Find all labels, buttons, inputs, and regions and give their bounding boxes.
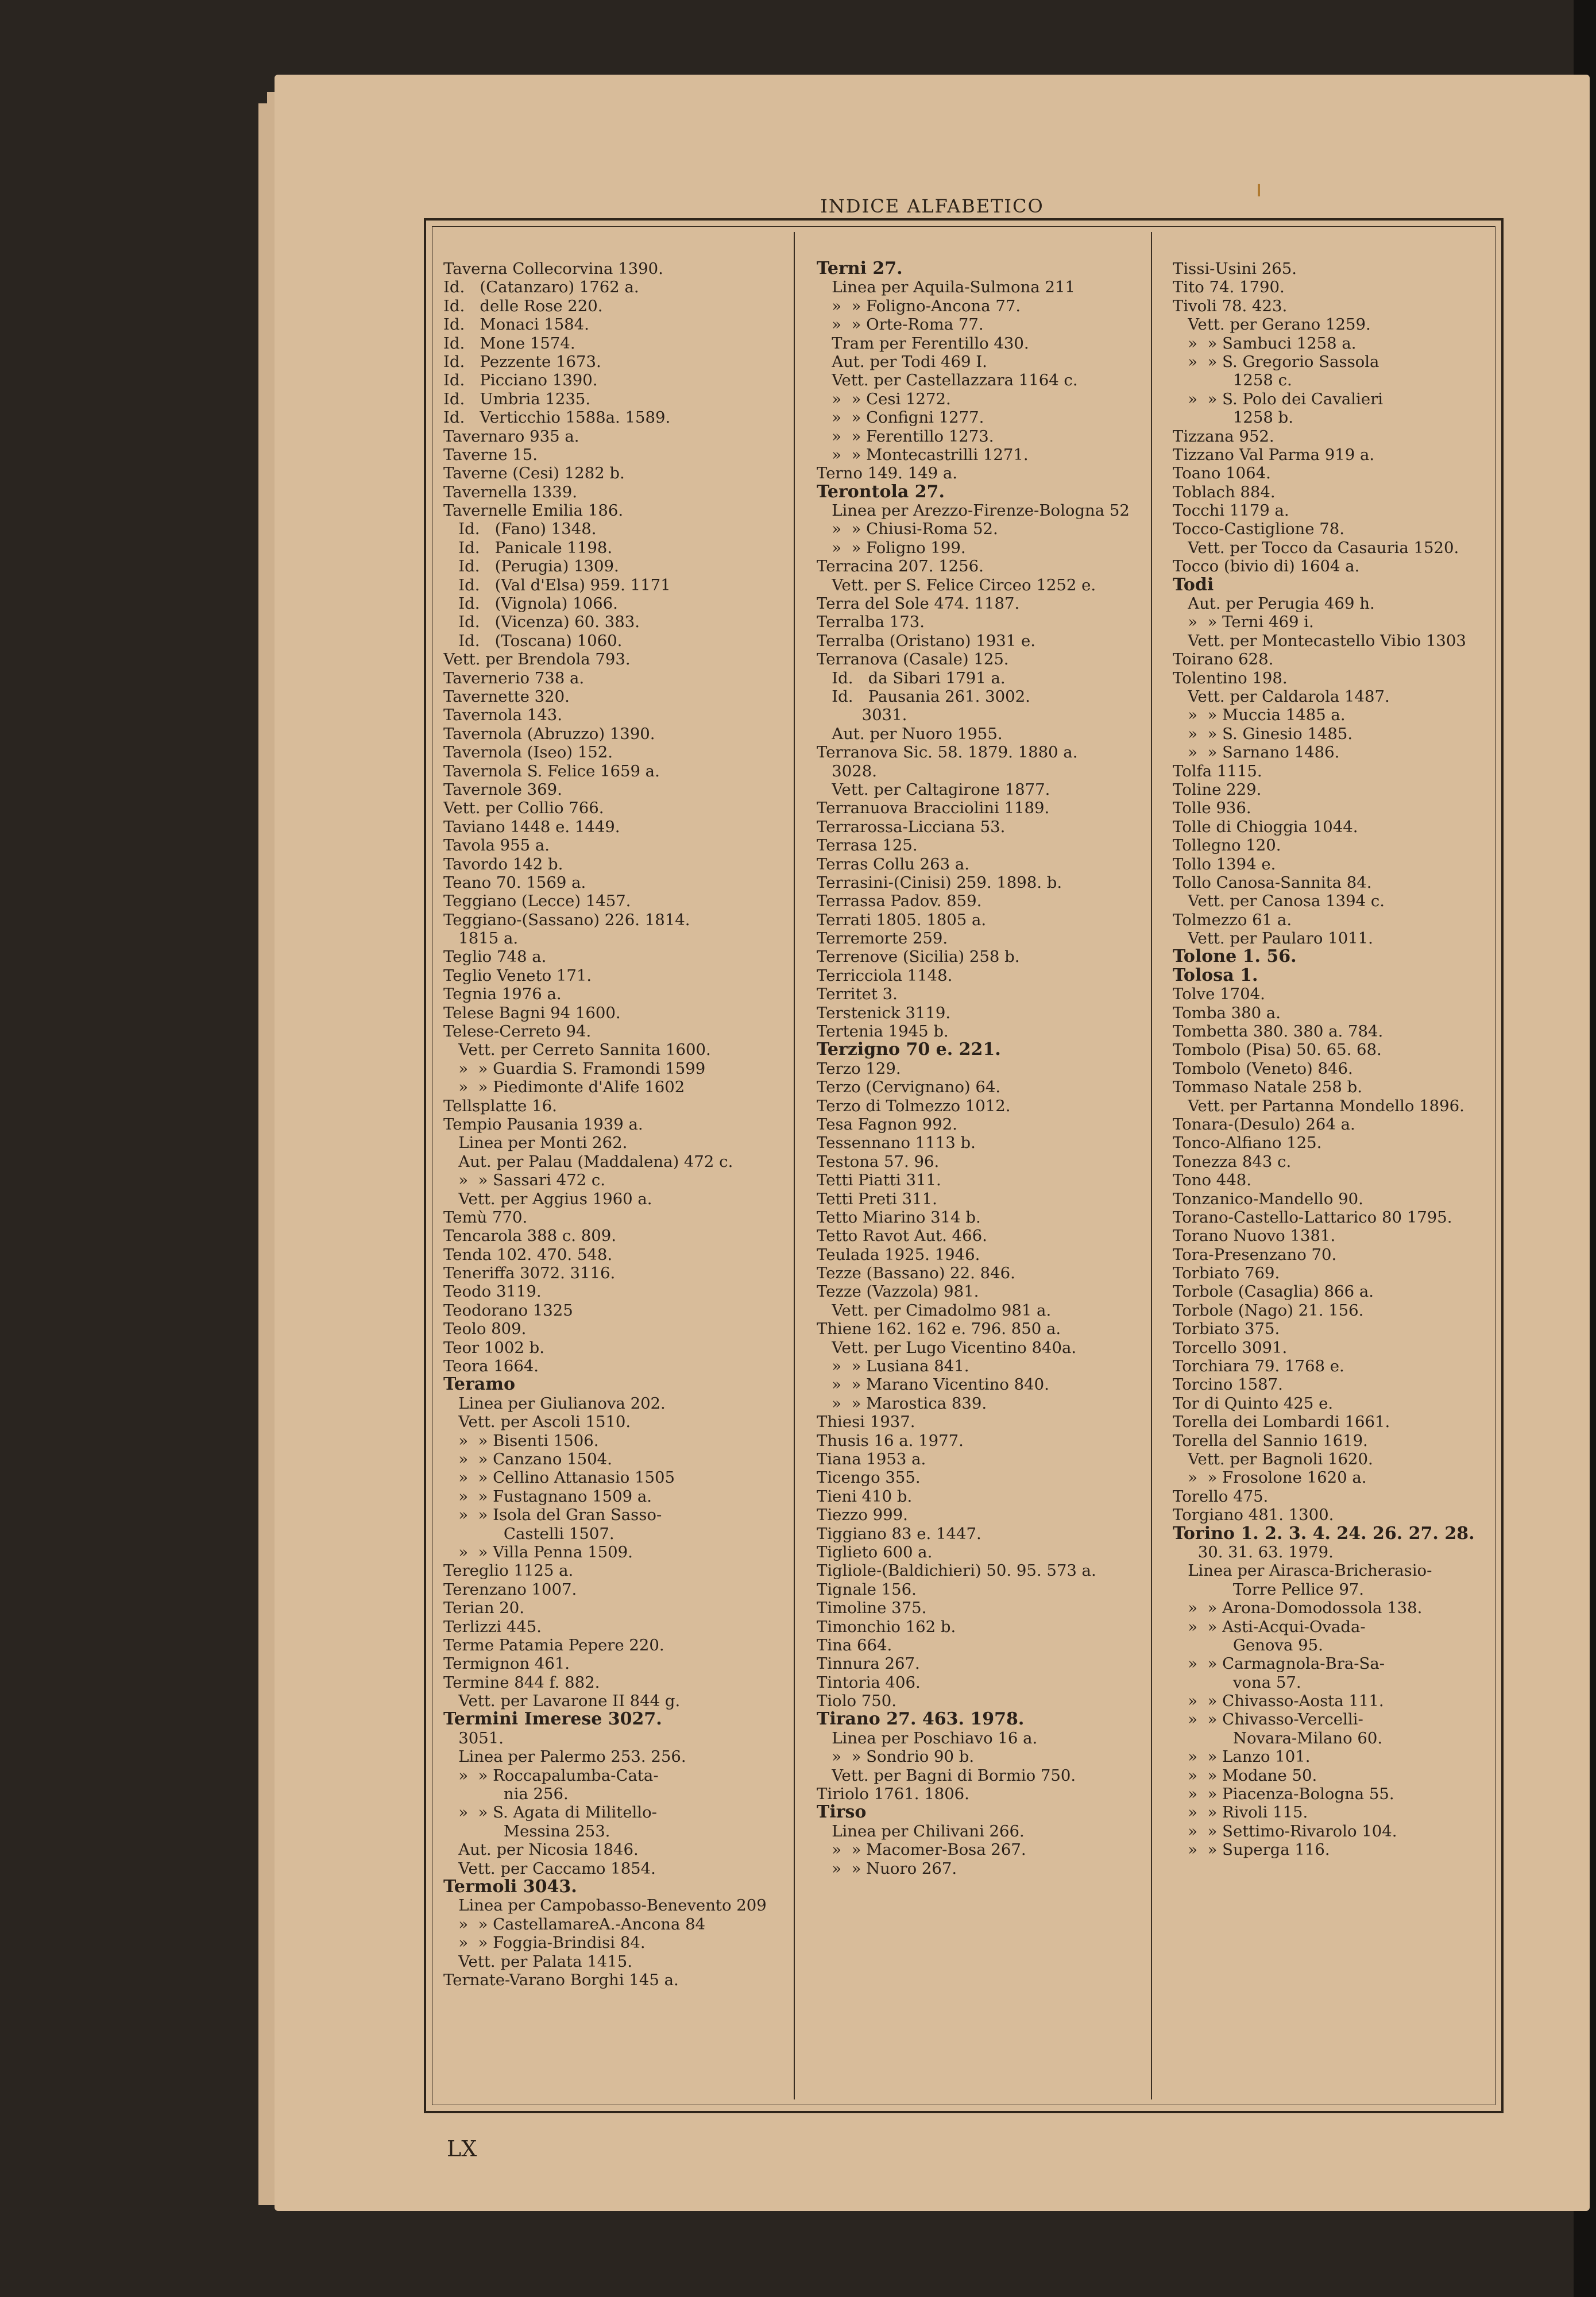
index-entry: Tavernole 369.	[443, 780, 562, 799]
index-entry: Tolosa 1.	[1173, 966, 1258, 985]
index-entry: Id. (Vignola) 1066.	[443, 594, 618, 613]
ink-mark	[1258, 184, 1260, 196]
index-entry: Ticengo 355.	[817, 1468, 921, 1487]
index-entry: Linea per Chilivani 266.	[817, 1822, 1025, 1840]
index-entry: Terralba 173.	[817, 613, 925, 632]
index-entry: Terremorte 259.	[817, 929, 948, 948]
index-entry: Tencarola 388 c. 809.	[443, 1227, 616, 1246]
index-entry: Terranova Sic. 58. 1879. 1880 a.	[817, 743, 1078, 762]
index-entry: Id. Monaci 1584.	[443, 315, 589, 334]
index-entry: Tono 448.	[1173, 1171, 1252, 1190]
index-entry: Temù 770.	[443, 1208, 528, 1227]
index-entry: Id. Verticchio 1588a. 1589.	[443, 408, 671, 427]
index-entry: Terian 20.	[443, 1599, 525, 1618]
index-entry: Tivoli 78. 423.	[1173, 296, 1288, 315]
book-page	[275, 75, 1590, 2211]
index-entry: Torbiato 769.	[1173, 1264, 1280, 1283]
index-entry: Tavernerio 738 a.	[443, 668, 585, 687]
index-entry: Tezze (Vazzola) 981.	[817, 1282, 979, 1301]
index-entry: Linea per Palermo 253. 256.	[443, 1747, 686, 1766]
index-entry: Telese Bagni 94 1600.	[443, 1003, 621, 1022]
index-entry: Tizzano Val Parma 919 a.	[1173, 445, 1375, 464]
index-entry: » » Sambuci 1258 a.	[1173, 334, 1357, 353]
index-entry: Tram per Ferentillo 430.	[817, 334, 1029, 353]
index-entry: Toirano 628.	[1173, 650, 1274, 669]
index-entry: Tora-Presenzano 70.	[1173, 1245, 1337, 1264]
index-entry: Linea per Monti 262.	[443, 1134, 628, 1153]
index-entry: » » CastellamareA.-Ancona 84	[443, 1915, 706, 1933]
index-entry: » » Guardia S. Framondi 1599	[443, 1059, 706, 1078]
index-entry: » » Cesi 1272.	[817, 389, 951, 408]
index-entry: Tetti Preti 311.	[817, 1189, 937, 1208]
index-entry: Tempio Pausania 1939 a.	[443, 1115, 643, 1134]
index-entry: Terrasini-(Cinisi) 259. 1898. b.	[817, 873, 1062, 892]
index-entry: 1815 a.	[443, 929, 519, 948]
index-entry: Termine 844 f. 882.	[443, 1673, 600, 1692]
index-entry: Tetto Ravot Aut. 466.	[817, 1227, 987, 1246]
index-entry: Vett. per Caldarola 1487.	[1173, 687, 1390, 706]
index-entry: » » Muccia 1485 a.	[1173, 706, 1346, 725]
index-entry: Tirano 27. 463. 1978.	[817, 1710, 1025, 1729]
index-entry: Linea per Poschiavo 16 a.	[817, 1728, 1038, 1747]
index-entry: » » Orte-Roma 77.	[817, 315, 984, 334]
index-entry: Tavernella 1339.	[443, 482, 577, 501]
index-entry: Terranova (Casale) 125.	[817, 650, 1009, 669]
index-entry: Tavernaro 935 a.	[443, 427, 579, 446]
index-entry: 3028.	[817, 761, 877, 780]
index-entry: Torbiato 375.	[1173, 1320, 1280, 1339]
index-entry: Teodo 3119.	[443, 1282, 542, 1301]
index-entry: » » Asti-Acqui-Ovada-	[1173, 1617, 1366, 1636]
index-entry: Tolle di Chioggia 1044.	[1173, 817, 1358, 836]
index-entry: Todi	[1173, 575, 1214, 595]
index-column-2	[817, 260, 1161, 1878]
index-entry: » » Ferentillo 1273.	[817, 427, 994, 446]
index-entry: Toline 229.	[1173, 780, 1262, 799]
index-entry: Castelli 1507.	[443, 1524, 615, 1543]
index-entry: Vett. per Montecastello Vibio 1303	[1173, 631, 1466, 650]
index-entry: Tavernola 143.	[443, 706, 562, 725]
index-entry: » » S. Agata di Militello-	[443, 1803, 657, 1822]
index-entry: Vett. per Gerano 1259.	[1173, 315, 1371, 334]
index-entry: » » Configni 1277.	[817, 408, 984, 427]
index-entry: Taviano 1448 e. 1449.	[443, 817, 620, 836]
index-entry: nia 256.	[443, 1785, 569, 1804]
index-entry: » » Rivoli 115.	[1173, 1803, 1308, 1822]
index-entry: Teodorano 1325	[443, 1301, 573, 1320]
index-entry: Teneriffa 3072. 3116.	[443, 1264, 616, 1283]
index-entry: Tirso	[817, 1803, 867, 1822]
index-entry: Tollegno 120.	[1173, 836, 1281, 855]
index-entry: » » Modane 50.	[1173, 1766, 1317, 1785]
index-entry: Territet 3.	[817, 985, 898, 1004]
index-entry: » » Canzano 1504.	[443, 1450, 612, 1468]
index-entry: Toblach 884.	[1173, 482, 1276, 501]
index-entry: Tonzanico-Mandello 90.	[1173, 1189, 1363, 1208]
index-entry: » » Lusiana 841.	[817, 1357, 969, 1376]
index-entry: Torcino 1587.	[1173, 1375, 1283, 1394]
index-entry: Teggiano-(Sassano) 226. 1814.	[443, 910, 690, 929]
index-entry: Tomba 380 a.	[1173, 1003, 1281, 1022]
index-entry: Genova 95.	[1173, 1635, 1323, 1654]
index-entry: Tizzana 952.	[1173, 427, 1274, 446]
page-number: LX	[447, 2136, 477, 2161]
index-entry: Tavola 955 a.	[443, 836, 550, 855]
index-entry: Torbole (Casaglia) 866 a.	[1173, 1282, 1374, 1301]
index-entry: Vett. per Caltagirone 1877.	[817, 780, 1050, 799]
index-entry: Tolmezzo 61 a.	[1173, 910, 1292, 929]
index-entry: Tolle 936.	[1173, 799, 1251, 818]
index-entry: Aut. per Perugia 469 h.	[1173, 594, 1375, 613]
index-entry: Messina 253.	[443, 1822, 610, 1840]
index-entry: Vett. per Brendola 793.	[443, 650, 631, 669]
index-entry: Tesa Fagnon 992.	[817, 1115, 957, 1134]
index-entry: Teano 70. 1569 a.	[443, 873, 586, 892]
index-entry: Id. Picciano 1390.	[443, 371, 598, 390]
index-entry: Tonezza 843 c.	[1173, 1152, 1292, 1171]
index-entry: Tigliole-(Baldichieri) 50. 95. 573 a.	[817, 1561, 1096, 1580]
index-entry: Torella dei Lombardi 1661.	[1173, 1413, 1390, 1432]
index-entry: Terno 149. 149 a.	[817, 464, 957, 483]
index-entry: Tezze (Bassano) 22. 846.	[817, 1264, 1015, 1283]
index-entry: » » Bisenti 1506.	[443, 1431, 599, 1450]
index-entry: » » Chivasso-Aosta 111.	[1173, 1692, 1384, 1711]
index-entry: Torella del Sannio 1619.	[1173, 1431, 1368, 1450]
index-entry: Terracina 207. 1256.	[817, 557, 984, 576]
index-entry: Terstenick 3119.	[817, 1003, 951, 1022]
index-entry: Tolfa 1115.	[1173, 761, 1262, 780]
index-entry: Tintoria 406.	[817, 1673, 921, 1692]
index-entry: Id. (Vicenza) 60. 383.	[443, 613, 640, 632]
index-entry: Ternate-Varano Borghi 145 a.	[443, 1970, 679, 1989]
index-entry: 3051.	[443, 1728, 504, 1747]
index-entry: Id. Pezzente 1673.	[443, 352, 601, 371]
index-entry: Terzo 129.	[817, 1059, 901, 1078]
index-entry: Tavordo 142 b.	[443, 854, 563, 873]
index-entry: Terlizzi 445.	[443, 1617, 542, 1636]
index-entry: Torre Pellice 97.	[1173, 1580, 1365, 1599]
index-entry: » » Montecastrilli 1271.	[817, 445, 1029, 464]
index-entry: Tiriolo 1761. 1806.	[817, 1785, 969, 1804]
index-entry: Teolo 809.	[443, 1320, 527, 1339]
index-entry: Terzo di Tolmezzo 1012.	[817, 1096, 1011, 1115]
index-entry: Vett. per Canosa 1394 c.	[1173, 892, 1385, 911]
index-entry: Tina 664.	[817, 1635, 892, 1654]
index-entry: Thiene 162. 162 e. 796. 850 a.	[817, 1320, 1061, 1339]
index-entry: Tonco-Alfiano 125.	[1173, 1134, 1322, 1153]
index-entry: Tavernette 320.	[443, 687, 570, 706]
index-entry: Linea per Campobasso-Benevento 209	[443, 1896, 767, 1915]
index-entry: Tavernola S. Felice 1659 a.	[443, 761, 660, 780]
index-entry: Tiolo 750.	[817, 1692, 897, 1711]
index-entry: Tolone 1. 56.	[1173, 948, 1297, 966]
index-entry: Termignon 461.	[443, 1654, 570, 1673]
index-entry: vona 57.	[1173, 1673, 1301, 1692]
index-entry: Terrassa Padov. 859.	[817, 892, 982, 911]
index-entry: Termoli 3043.	[443, 1877, 577, 1897]
index-entry: Tommaso Natale 258 b.	[1173, 1078, 1363, 1097]
index-entry: » » Isola del Gran Sasso-	[443, 1506, 662, 1525]
index-entry: » » Macomer-Bosa 267.	[817, 1840, 1026, 1859]
index-entry: 1258 b.	[1173, 408, 1293, 427]
index-entry: » » S. Ginesio 1485.	[1173, 724, 1353, 743]
index-entry: Tinnura 267.	[817, 1654, 920, 1673]
index-entry: » » Chivasso-Vercelli-	[1173, 1710, 1363, 1729]
index-entry: Vett. per Lavarone II 844 g.	[443, 1692, 681, 1711]
index-entry: Tombolo (Veneto) 846.	[1173, 1059, 1353, 1078]
index-entry: Linea per Aquila-Sulmona 211	[817, 278, 1075, 297]
index-entry: Aut. per Todi 469 I.	[817, 352, 987, 371]
index-entry: Vett. per Caccamo 1854.	[443, 1859, 656, 1878]
index-entry: » » Frosolone 1620 a.	[1173, 1468, 1367, 1487]
index-entry: Terenzano 1007.	[443, 1580, 577, 1599]
index-entry: Tieni 410 b.	[817, 1487, 913, 1506]
index-entry: » » Marostica 839.	[817, 1394, 987, 1413]
index-entry: Tolentino 198.	[1173, 668, 1288, 687]
index-entry: Id. (Perugia) 1309.	[443, 557, 619, 576]
index-entry: » » Terni 469 i.	[1173, 613, 1314, 632]
index-entry: Torino 1. 2. 3. 4. 24. 26. 27. 28.	[1173, 1524, 1475, 1543]
index-entry: Terras Collu 263 a.	[817, 854, 970, 873]
index-entry: Torchiara 79. 1768 e.	[1173, 1357, 1344, 1376]
index-entry: Tolve 1704.	[1173, 985, 1265, 1004]
index-entry: » » Chiusi-Roma 52.	[817, 520, 998, 539]
index-entry: » » Piedimonte d'Alife 1602	[443, 1078, 685, 1097]
index-entry: Teulada 1925. 1946.	[817, 1245, 980, 1264]
index-entry: 30. 31. 63. 1979.	[1173, 1542, 1334, 1561]
index-entry: Terricciola 1148.	[817, 966, 953, 985]
index-entry: Tor di Quinto 425 e.	[1173, 1394, 1334, 1413]
index-entry: Teora 1664.	[443, 1357, 539, 1376]
index-entry: Tombolo (Pisa) 50. 65. 68.	[1173, 1041, 1382, 1059]
index-entry: Linea per Giulianova 202.	[443, 1394, 666, 1413]
index-entry: Tessennano 1113 b.	[817, 1134, 976, 1153]
index-entry: Torcello 3091.	[1173, 1338, 1288, 1357]
index-entry: Vett. per Partanna Mondello 1896.	[1173, 1096, 1464, 1115]
index-entry: » » Fustagnano 1509 a.	[443, 1487, 652, 1506]
index-entry: Novara-Milano 60.	[1173, 1728, 1383, 1747]
index-entry: Vett. per Lugo Vicentino 840a.	[817, 1338, 1077, 1357]
index-entry: » » Piacenza-Bologna 55.	[1173, 1785, 1394, 1804]
index-entry: Tonara-(Desulo) 264 a.	[1173, 1115, 1355, 1134]
index-entry: 3031.	[817, 706, 907, 725]
index-entry: Vett. per Collio 766.	[443, 799, 604, 818]
index-entry: Tocco (bivio di) 1604 a.	[1173, 557, 1360, 576]
index-entry: Vett. per Ascoli 1510.	[443, 1413, 631, 1432]
index-entry: Tavernelle Emilia 186.	[443, 501, 624, 520]
index-entry: Teglio Veneto 171.	[443, 966, 592, 985]
index-entry: Vett. per S. Felice Circeo 1252 e.	[817, 575, 1096, 594]
index-entry: Terra del Sole 474. 1187.	[817, 594, 1020, 613]
index-column-1	[443, 260, 788, 1989]
index-entry: Vett. per Bagni di Bormio 750.	[817, 1766, 1076, 1785]
index-entry: Tellsplatte 16.	[443, 1096, 557, 1115]
index-entry: Vett. per Aggius 1960 a.	[443, 1189, 652, 1208]
page-header: INDICE ALFABETICO	[820, 195, 1044, 217]
index-entry: Terni 27.	[817, 260, 903, 279]
index-entry: Timonchio 162 b.	[817, 1617, 956, 1636]
index-entry: » » Foligno 199.	[817, 538, 966, 557]
index-entry: Terrati 1805. 1805 a.	[817, 910, 987, 929]
index-entry: Terzigno 70 e. 221.	[817, 1041, 1001, 1059]
index-entry: Vett. per Castellazzara 1164 c.	[817, 371, 1078, 390]
index-entry: Tissi-Usini 265.	[1173, 260, 1297, 278]
index-entry: Toano 1064.	[1173, 464, 1271, 483]
index-entry: Terzo (Cervignano) 64.	[817, 1078, 1001, 1097]
index-entry: Torano-Castello-Lattarico 80 1795.	[1173, 1208, 1452, 1227]
index-entry: Tignale 156.	[817, 1580, 917, 1599]
index-entry: Id. (Fano) 1348.	[443, 520, 597, 539]
index-entry: Vett. per Cerreto Sannita 1600.	[443, 1041, 711, 1059]
index-entry: Terralba (Oristano) 1931 e.	[817, 631, 1035, 650]
index-entry: Id. Pausania 261. 3002.	[817, 687, 1030, 706]
index-entry: Thusis 16 a. 1977.	[817, 1431, 964, 1450]
index-entry: » » Sarnano 1486.	[1173, 743, 1340, 762]
index-entry: Tertenia 1945 b.	[817, 1022, 949, 1041]
index-entry: Terrarossa-Licciana 53.	[817, 817, 1006, 836]
index-entry: Id. delle Rose 220.	[443, 296, 603, 315]
index-entry: Tetto Miarino 314 b.	[817, 1208, 981, 1227]
index-entry: Id. Umbria 1235.	[443, 389, 591, 408]
index-entry: Timoline 375.	[817, 1599, 927, 1618]
index-entry: Tollo 1394 e.	[1173, 854, 1276, 873]
index-entry: Tenda 102. 470. 548.	[443, 1245, 613, 1264]
index-entry: » » S. Gregorio Sassola	[1173, 352, 1379, 371]
index-entry: » » Foggia-Brindisi 84.	[443, 1933, 646, 1952]
index-entry: Telese-Cerreto 94.	[443, 1022, 592, 1041]
index-entry: Tiglieto 600 a.	[817, 1542, 933, 1561]
index-entry: Termini Imerese 3027.	[443, 1710, 662, 1729]
index-entry: Linea per Arezzo-Firenze-Bologna 52	[817, 501, 1130, 520]
index-entry: Terrenove (Sicilia) 258 b.	[817, 948, 1020, 966]
index-entry: Vett. per Bagnoli 1620.	[1173, 1450, 1373, 1468]
index-entry: Vett. per Palata 1415.	[443, 1952, 632, 1971]
index-entry: Id. Mone 1574.	[443, 334, 575, 353]
index-entry: Vett. per Cimadolmo 981 a.	[817, 1301, 1052, 1320]
index-entry: » » Sassari 472 c.	[443, 1171, 606, 1190]
index-entry: Taverne (Cesi) 1282 b.	[443, 464, 625, 483]
index-entry: Torano Nuovo 1381.	[1173, 1227, 1336, 1246]
index-entry: Taverne 15.	[443, 445, 538, 464]
index-entry: » » Cellino Attanasio 1505	[443, 1468, 675, 1487]
index-entry: Terrasa 125.	[817, 836, 918, 855]
index-entry: Tiezzo 999.	[817, 1506, 908, 1525]
index-entry: Id. Panicale 1198.	[443, 538, 613, 557]
index-entry: Vett. per Paularo 1011.	[1173, 929, 1373, 948]
index-entry: Teggiano (Lecce) 1457.	[443, 892, 631, 911]
index-entry: » » Sondrio 90 b.	[817, 1747, 975, 1766]
index-entry: Tiggiano 83 e. 1447.	[817, 1524, 981, 1543]
index-entry: Tombetta 380. 380 a. 784.	[1173, 1022, 1384, 1041]
index-entry: Teglio 748 a.	[443, 948, 547, 966]
index-entry: » » Foligno-Ancona 77.	[817, 296, 1021, 315]
index-entry: Tollo Canosa-Sannita 84.	[1173, 873, 1372, 892]
index-entry: Terranuova Bracciolini 1189.	[817, 799, 1050, 818]
index-entry: Id. (Toscana) 1060.	[443, 631, 623, 650]
index-entry: » » Arona-Domodossola 138.	[1173, 1599, 1423, 1618]
index-entry: Tocchi 1179 a.	[1173, 501, 1289, 520]
index-entry: Tiana 1953 a.	[817, 1450, 926, 1468]
index-entry: Terontola 27.	[817, 482, 945, 502]
index-entry: » » S. Polo dei Cavalieri	[1173, 389, 1384, 408]
index-entry: Teor 1002 b.	[443, 1338, 544, 1357]
index-entry: Id. (Val d'Elsa) 959. 1171	[443, 575, 671, 594]
index-entry: Aut. per Nicosia 1846.	[443, 1840, 639, 1859]
index-entry: » » Villa Penna 1509.	[443, 1542, 633, 1561]
index-entry: Vett. per Tocco da Casauria 1520.	[1173, 538, 1459, 557]
index-entry: Tetti Piatti 311.	[817, 1171, 941, 1190]
index-entry: Id. (Catanzaro) 1762 a.	[443, 278, 639, 297]
index-entry: Tocco-Castiglione 78.	[1173, 520, 1345, 539]
index-entry: Thiesi 1937.	[817, 1413, 915, 1432]
index-entry: Torgiano 481. 1300.	[1173, 1506, 1334, 1525]
index-entry: Testona 57. 96.	[817, 1152, 940, 1171]
column-rule	[794, 232, 795, 2099]
index-entry: Taverna Collecorvina 1390.	[443, 260, 663, 278]
index-entry: Tereglio 1125 a.	[443, 1561, 574, 1580]
index-entry: Terme Patamia Pepere 220.	[443, 1635, 664, 1654]
index-entry: » » Lanzo 101.	[1173, 1747, 1311, 1766]
index-frame	[424, 218, 1504, 2113]
index-entry: Linea per Airasca-Bricherasio-	[1173, 1561, 1432, 1580]
index-entry: Tavernola (Abruzzo) 1390.	[443, 724, 655, 743]
index-entry: » » Superga 116.	[1173, 1840, 1330, 1859]
index-entry: Tavernola (Iseo) 152.	[443, 743, 613, 762]
index-entry: » » Settimo-Rivarolo 104.	[1173, 1822, 1397, 1840]
index-entry: 1258 c.	[1173, 371, 1292, 390]
index-entry: Aut. per Nuoro 1955.	[817, 724, 1003, 743]
index-entry: Id. da Sibari 1791 a.	[817, 668, 1006, 687]
index-entry: Torbole (Nago) 21. 156.	[1173, 1301, 1364, 1320]
index-entry: Tegnia 1976 a.	[443, 985, 562, 1004]
index-entry: » » Roccapalumba-Cata-	[443, 1766, 659, 1785]
index-entry: Aut. per Palau (Maddalena) 472 c.	[443, 1152, 733, 1171]
index-column-3	[1173, 260, 1517, 1859]
index-entry: Torello 475.	[1173, 1487, 1269, 1506]
index-entry: » » Carmagnola-Bra-Sa-	[1173, 1654, 1385, 1673]
index-entry: » » Marano Vicentino 840.	[817, 1375, 1049, 1394]
index-entry: Tito 74. 1790.	[1173, 278, 1285, 297]
index-entry: » » Nuoro 267.	[817, 1859, 957, 1878]
index-entry: Teramo	[443, 1375, 515, 1394]
